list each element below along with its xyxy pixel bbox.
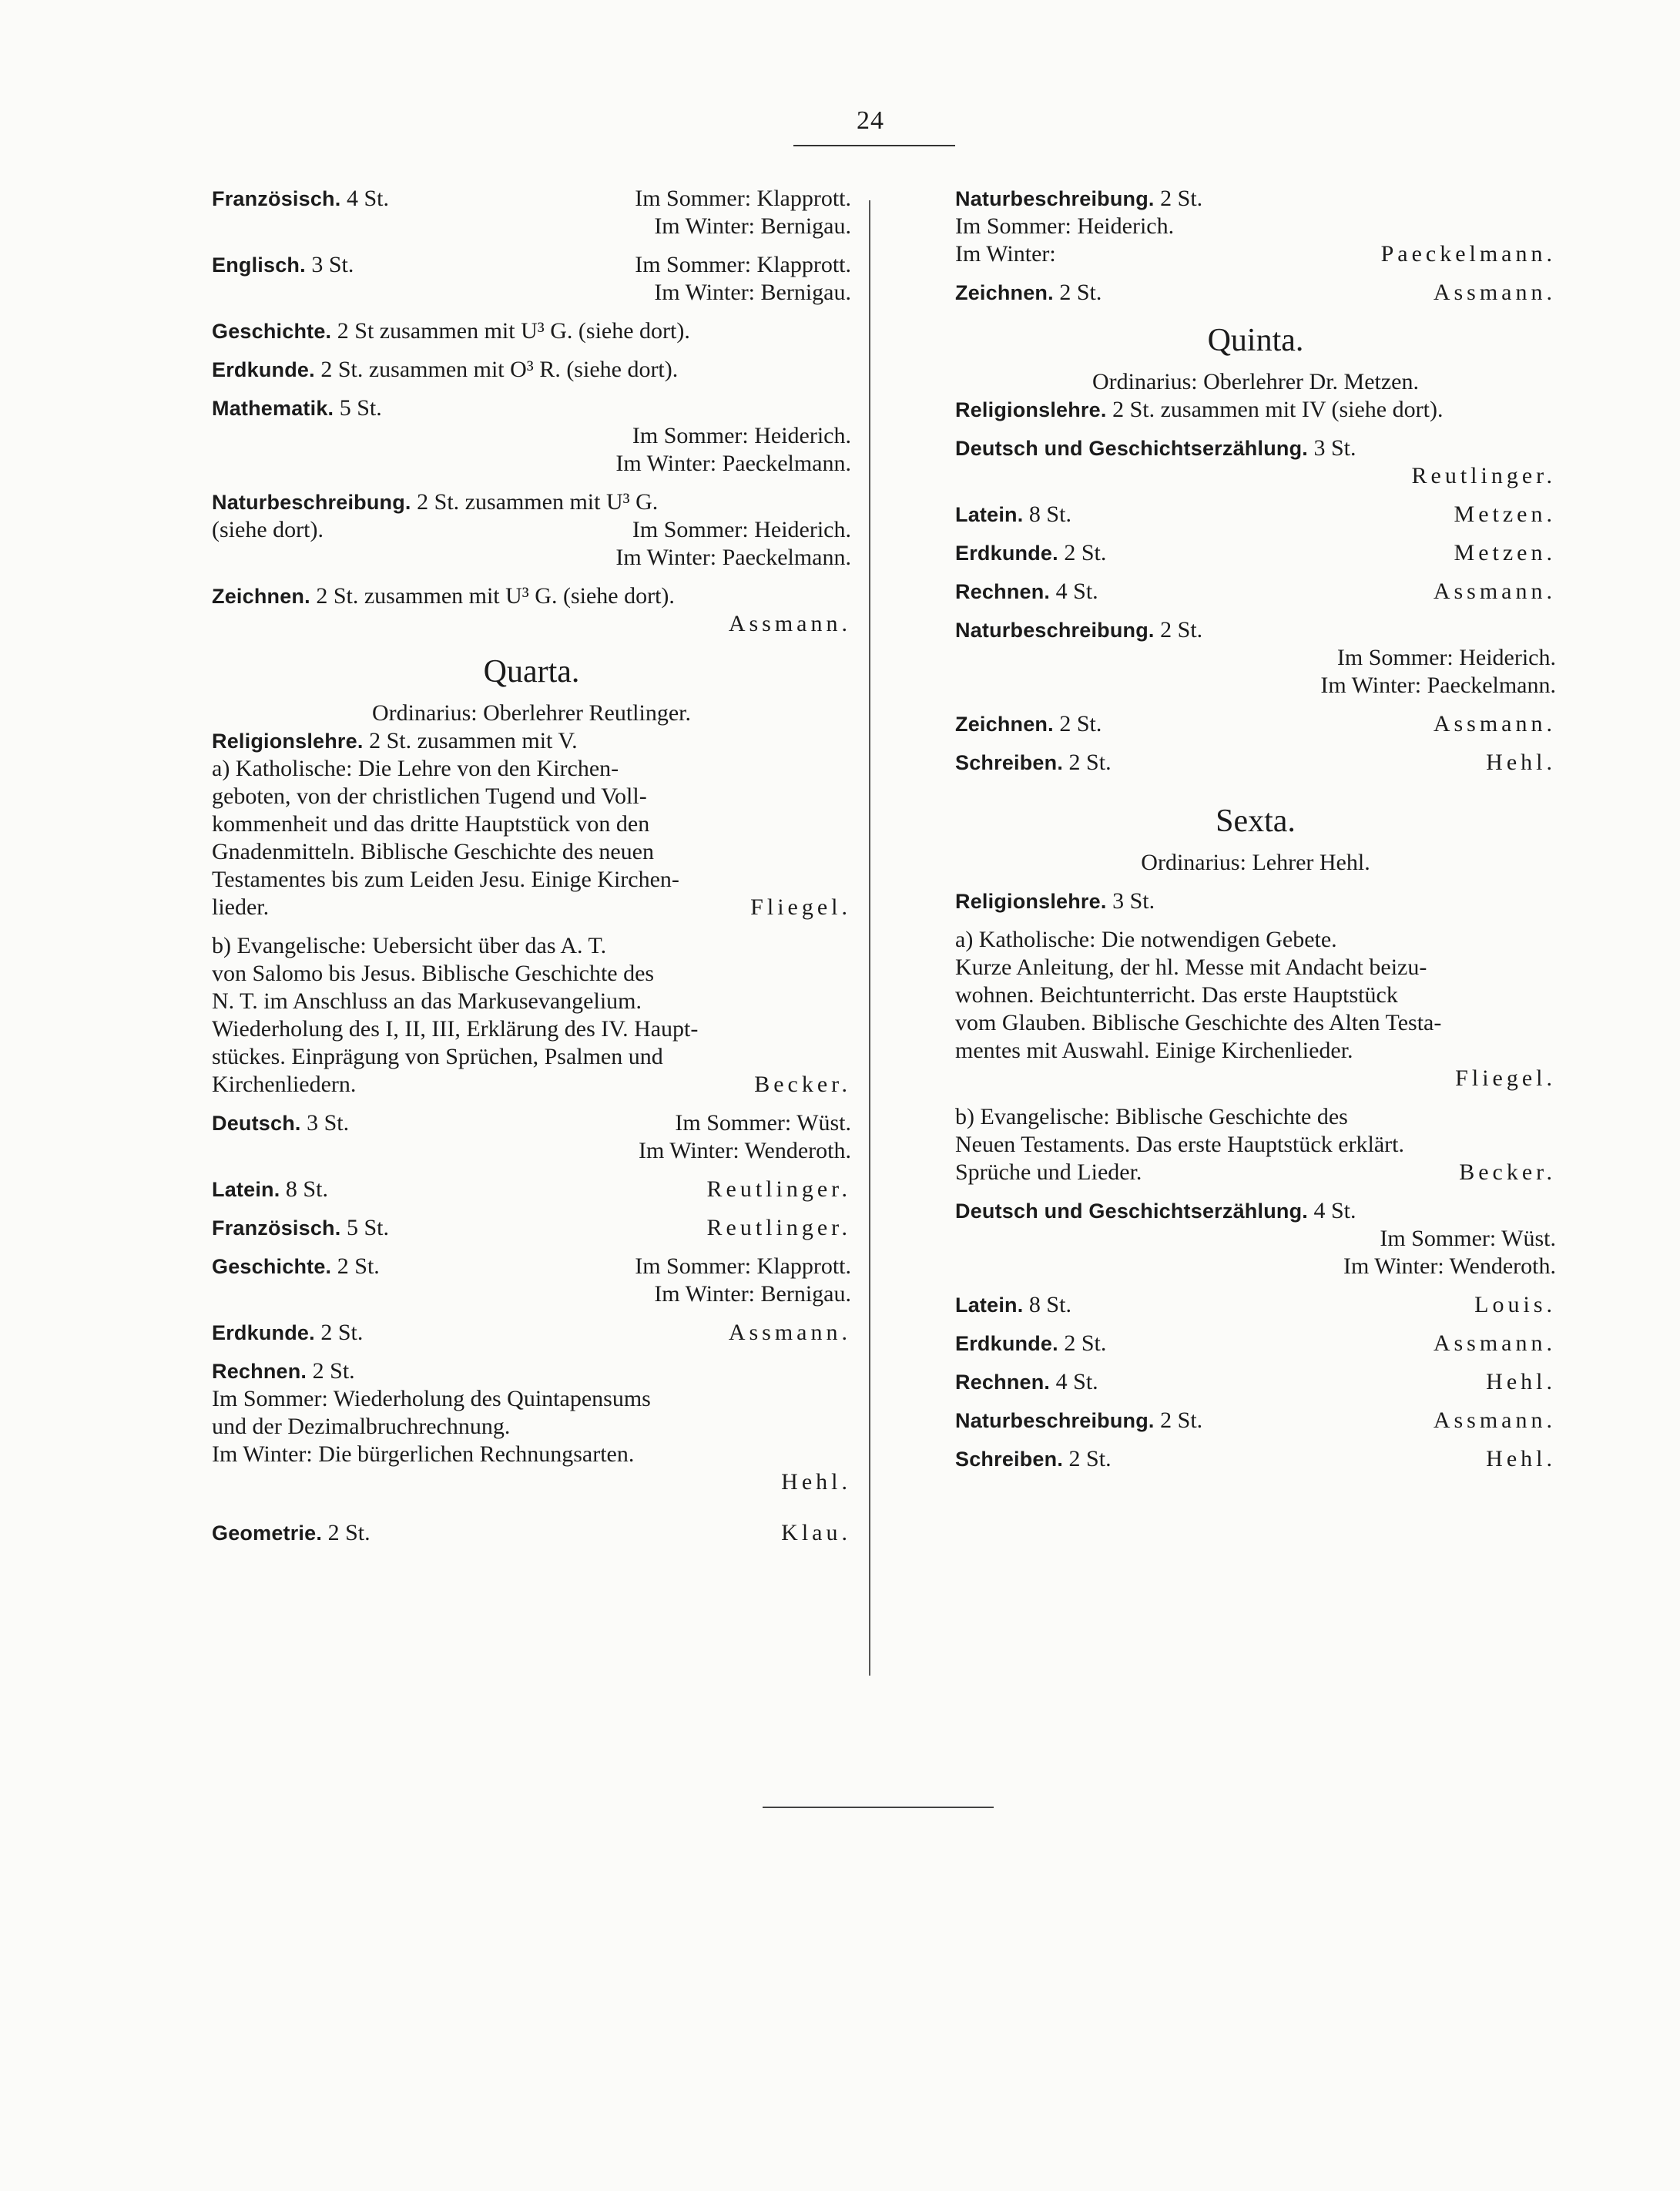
teacher: Klau. — [781, 1520, 851, 1545]
hours: 2 St. — [1058, 1330, 1107, 1356]
footer-rule — [763, 1807, 994, 1808]
subject: Deutsch und Geschichtserzählung. — [955, 437, 1308, 460]
schedule-row — [212, 610, 851, 638]
section-title: Quarta. — [483, 654, 580, 690]
subject: Latein. — [955, 503, 1024, 526]
schedule-row — [212, 450, 851, 478]
schedule-row — [212, 1357, 851, 1385]
text-line: a) Katholische: Die notwendigen Gebete. — [955, 927, 1337, 952]
teacher: Im Sommer: Klapprott. — [635, 1253, 851, 1279]
subject: Religionslehre. — [212, 730, 364, 753]
text-line: wohnen. Beichtunterricht. Das erste Hauptstück — [955, 982, 1398, 1008]
subject: Latein. — [955, 1293, 1024, 1317]
schedule-row — [212, 1109, 851, 1137]
hours: 2 St. zusammen mit U³ G. (siehe dort). — [310, 583, 675, 609]
teacher: Im Sommer: Wüst. — [675, 1110, 851, 1136]
schedule-row — [955, 396, 1556, 424]
hours: 2 St. — [314, 1320, 364, 1345]
schedule-row — [955, 1253, 1556, 1280]
schedule-row — [955, 435, 1556, 462]
subject: Schreiben. — [955, 751, 1064, 774]
subject: Erdkunde. — [212, 358, 315, 381]
hours: 3 St. — [305, 252, 354, 277]
text-line: Im Winter: Die bürgerlichen Rechnungsarten. — [212, 1441, 635, 1467]
teacher: Im Winter: Bernigau. — [654, 280, 851, 305]
sexta-section — [955, 777, 1556, 1473]
text-line — [955, 1159, 1556, 1186]
text-line: Im Sommer: Wiederholung des Quintapensums — [212, 1386, 651, 1411]
hours: 8 St. — [280, 1176, 328, 1202]
text-line: geboten, von der christlichen Tugend und Voll- — [212, 783, 647, 809]
teacher: Assmann. — [728, 611, 851, 636]
text-line: Gnadenmitteln. Biblische Geschichte des neuen — [212, 839, 654, 864]
ordinarius: Ordinarius: Oberlehrer Reutlinger. — [371, 700, 692, 726]
schedule-row — [212, 1253, 851, 1280]
hours: 2 St. — [307, 1358, 355, 1384]
quinta-section — [955, 317, 1556, 777]
schedule-row — [212, 422, 851, 450]
schedule-row — [212, 488, 851, 516]
quarta-section — [212, 649, 851, 1547]
subject: Mathematik. — [212, 397, 334, 420]
term: Im Winter: — [955, 241, 1056, 267]
schedule-row — [212, 1176, 851, 1203]
teacher: Im Sommer: Klapprott. — [635, 252, 851, 277]
teacher: Metzen. — [1454, 502, 1556, 527]
ordinarius: Ordinarius: Lehrer Hehl. — [1141, 850, 1370, 875]
hours: 8 St. — [1023, 502, 1071, 527]
schedule-row — [955, 710, 1556, 738]
left-top-section — [212, 185, 851, 638]
hours: 5 St. — [334, 395, 382, 421]
hours: 2 St. — [322, 1520, 371, 1545]
hours: 2 St. — [1053, 711, 1102, 736]
teacher: Im Sommer: Heiderich. — [1336, 645, 1556, 670]
hours: 2 St. — [1063, 750, 1112, 775]
subject: Naturbeschreibung. — [955, 619, 1155, 642]
teacher: Fliegel. — [1455, 1065, 1556, 1091]
teacher: Assmann. — [728, 1320, 851, 1345]
schedule-row — [955, 240, 1556, 268]
subject: Geschichte. — [212, 320, 332, 343]
schedule-row — [955, 1407, 1556, 1434]
schedule-row — [955, 539, 1556, 567]
subject: Englisch. — [212, 253, 306, 277]
schedule-row — [212, 1214, 851, 1242]
schedule-row — [212, 1280, 851, 1308]
hours: 5 St. — [340, 1215, 389, 1240]
subject: Naturbeschreibung. — [955, 187, 1155, 210]
section-title: Quinta. — [1207, 323, 1304, 358]
text-line: stückes. Einprägung von Sprüchen, Psalmen und — [212, 1044, 663, 1069]
hours: 2 St. zusammen mit IV (siehe dort). — [1106, 397, 1444, 422]
schedule-row — [955, 501, 1556, 528]
schedule-row — [212, 185, 851, 213]
text-line: b) Evangelische: Uebersicht über das A. T. — [212, 933, 607, 958]
subject: Französisch. — [212, 187, 341, 210]
subject: Französisch. — [212, 1216, 341, 1240]
schedule-row — [955, 185, 1556, 213]
text-line — [212, 1468, 851, 1496]
subject: Erdkunde. — [212, 1321, 315, 1344]
schedule-row — [212, 356, 851, 384]
schedule-row — [212, 279, 851, 307]
subject: Deutsch und Geschichtserzählung. — [955, 1200, 1308, 1223]
teacher: Metzen. — [1454, 540, 1556, 565]
subject: Naturbeschreibung. — [212, 491, 411, 514]
schedule-row — [955, 1330, 1556, 1357]
schedule-row — [212, 1519, 851, 1547]
hours: 3 St. — [1307, 435, 1356, 461]
teacher: Im Winter: Paeckelmann. — [615, 545, 851, 570]
schedule-row — [212, 582, 851, 610]
hours: 2 St zusammen mit U³ G. (siehe dort). — [331, 318, 690, 344]
schedule-row — [955, 749, 1556, 777]
text-line: Testamentes bis zum Leiden Jesu. Einige Kirchen- — [212, 867, 679, 892]
teacher: Hehl. — [1486, 750, 1556, 775]
text-end: lieder. — [212, 894, 270, 920]
teacher: Assmann. — [1433, 1408, 1556, 1433]
teacher: Reutlinger. — [706, 1176, 851, 1202]
text-end: Sprüche und Lieder. — [955, 1159, 1142, 1185]
text-line: und der Dezimalbruchrechnung. — [212, 1414, 511, 1439]
subject: Deutsch. — [212, 1112, 301, 1135]
hours: 2 St. — [1053, 280, 1102, 305]
ordinarius: Ordinarius: Oberlehrer Dr. Metzen. — [1091, 369, 1419, 394]
schedule-row — [212, 317, 851, 345]
section-title: Sexta. — [1216, 804, 1296, 839]
left-column — [212, 185, 851, 1547]
subject: Rechnen. — [955, 580, 1051, 603]
subject: Zeichnen. — [955, 281, 1054, 304]
text-line: von Salomo bis Jesus. Biblische Geschichte des — [212, 961, 655, 986]
schedule-row — [955, 1197, 1556, 1225]
schedule-row — [212, 727, 851, 755]
schedule-row — [955, 578, 1556, 606]
teacher: Im Winter: Bernigau. — [654, 213, 851, 239]
schedule-row — [955, 887, 1556, 915]
text-line: vom Glauben. Biblische Geschichte des Alten Testa- — [955, 1010, 1442, 1035]
hours: 2 St. — [331, 1253, 380, 1279]
subject: Rechnen. — [212, 1360, 307, 1383]
text-line: Wiederholung des I, II, III, Erklärung des IV. Haupt- — [212, 1016, 699, 1042]
hours: 8 St. — [1023, 1292, 1071, 1317]
teacher: Becker. — [754, 1072, 851, 1097]
subject: Religionslehre. — [955, 890, 1107, 913]
hours: 4 St. — [340, 186, 389, 211]
teacher: Assmann. — [1433, 1330, 1556, 1356]
hours: 4 St. — [1307, 1198, 1356, 1223]
schedule-row — [212, 516, 851, 544]
text-line: a) Katholische: Die Lehre von den Kirchen- — [212, 756, 619, 781]
schedule-row — [955, 1291, 1556, 1319]
text-line: N. T. im Anschluss an das Markusevangelium. — [212, 988, 642, 1014]
teacher: Im Sommer: Wüst. — [1380, 1226, 1556, 1251]
right-top-section — [955, 185, 1556, 307]
hours: 2 St. — [1154, 617, 1203, 643]
teacher: Hehl. — [1486, 1446, 1556, 1471]
text-line — [212, 894, 851, 921]
schedule-row — [955, 616, 1556, 644]
hours: 2 St. zusammen mit U³ G. — [411, 489, 659, 515]
teacher: Im Sommer: Klapprott. — [635, 186, 851, 211]
hours: 2 St. zusammen mit O³ R. (siehe dort). — [314, 357, 679, 382]
teacher: Assmann. — [1433, 579, 1556, 604]
text-line: Neuen Testaments. Das erste Hauptstück erklärt. — [955, 1132, 1404, 1157]
teacher: Reutlinger. — [706, 1215, 851, 1240]
text-line — [955, 1065, 1556, 1092]
text-line: mentes mit Auswahl. Einige Kirchenlieder. — [955, 1038, 1353, 1063]
teacher: Fliegel. — [750, 894, 851, 920]
teacher: Becker. — [1459, 1159, 1556, 1185]
teacher: Im Winter: Wenderoth. — [638, 1138, 851, 1163]
subject: Naturbeschreibung. — [955, 1409, 1155, 1432]
schedule-row — [955, 1225, 1556, 1253]
schedule-row — [955, 279, 1556, 307]
schedule-row — [955, 644, 1556, 672]
teacher: Im Winter: Bernigau. — [654, 1281, 851, 1307]
teacher: Im Sommer: Heiderich. — [632, 517, 851, 542]
header-rule — [793, 145, 955, 146]
subject: Erdkunde. — [955, 542, 1058, 565]
hours: 2 St. zusammen mit V. — [363, 728, 578, 753]
hours: 2 St. — [1154, 186, 1203, 211]
text-line: kommenheit und das dritte Hauptstück von den — [212, 811, 650, 837]
teacher: Reutlinger. — [1411, 463, 1556, 488]
subject: Erdkunde. — [955, 1332, 1058, 1355]
schedule-row — [955, 1368, 1556, 1396]
teacher: Assmann. — [1433, 711, 1556, 736]
text-line: b) Evangelische: Biblische Geschichte des — [955, 1104, 1348, 1129]
right-column — [955, 185, 1556, 1473]
schedule-row — [955, 672, 1556, 700]
subject: Zeichnen. — [955, 713, 1054, 736]
subject: Geschichte. — [212, 1255, 332, 1278]
column-divider — [869, 200, 870, 1676]
schedule-row — [212, 394, 851, 422]
teacher: Hehl. — [1486, 1369, 1556, 1394]
hours: 4 St. — [1050, 1369, 1098, 1394]
text-line: Kurze Anleitung, der hl. Messe mit Andacht beizu- — [955, 955, 1427, 980]
hours: 2 St. — [1058, 540, 1107, 565]
teacher: Louis. — [1474, 1292, 1556, 1317]
teacher: Im Winter: Paeckelmann. — [615, 451, 851, 476]
schedule-row — [955, 1445, 1556, 1473]
schedule-row — [212, 251, 851, 279]
subject: Rechnen. — [955, 1371, 1051, 1394]
teacher: Paeckelmann. — [1380, 241, 1556, 267]
schedule-row — [955, 213, 1556, 240]
teacher: Im Sommer: Heiderich. — [955, 213, 1175, 239]
teacher: Im Sommer: Heiderich. — [632, 423, 851, 448]
subject: Latein. — [212, 1178, 280, 1201]
page-number: 24 — [857, 106, 884, 135]
teacher: Hehl. — [781, 1469, 851, 1495]
schedule-row — [212, 1137, 851, 1165]
text-end: Kirchenliedern. — [212, 1072, 357, 1097]
hours: 3 St. — [300, 1110, 350, 1136]
text-line — [212, 1071, 851, 1099]
schedule-row — [212, 213, 851, 240]
subject: Geometrie. — [212, 1522, 323, 1545]
teacher: Im Winter: Wenderoth. — [1343, 1253, 1556, 1279]
schedule-row — [212, 1319, 851, 1347]
subject: Religionslehre. — [955, 398, 1107, 421]
teacher: Assmann. — [1433, 280, 1556, 305]
hours: 4 St. — [1050, 579, 1098, 604]
note: (siehe dort). — [212, 517, 324, 542]
subject: Zeichnen. — [212, 585, 310, 608]
schedule-row — [955, 462, 1556, 490]
hours: 2 St. — [1063, 1446, 1112, 1471]
teacher: Im Winter: Paeckelmann. — [1320, 673, 1556, 698]
hours: 2 St. — [1154, 1408, 1203, 1433]
schedule-row — [212, 544, 851, 572]
subject: Schreiben. — [955, 1448, 1064, 1471]
hours: 3 St. — [1106, 888, 1155, 914]
